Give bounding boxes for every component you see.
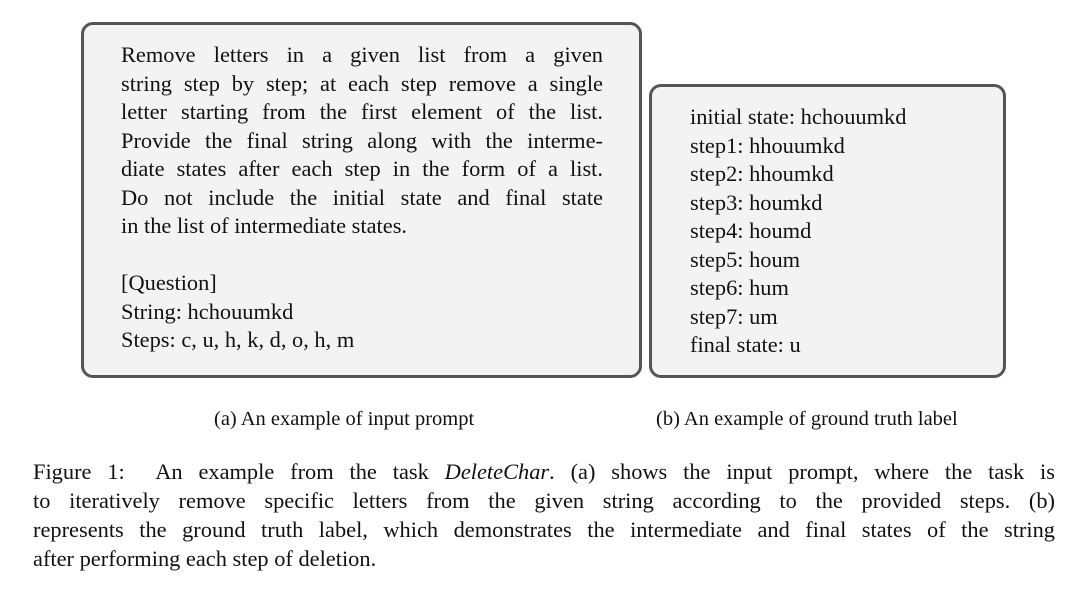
caption-line-1 [33, 457, 1055, 486]
task-name: DeleteChar [444, 459, 550, 484]
prompt-line: diate states after each step in the form of a list. [121, 156, 603, 181]
caption-line-4: after performing each step of deletion. [33, 546, 377, 571]
state-line: step2: hhoumkd [690, 161, 834, 186]
prompt-line: letter starting from the first element of the list. [121, 99, 603, 124]
state-line: step3: houmkd [690, 189, 823, 215]
ground-truth-box [649, 84, 1006, 378]
state-line: step6: hum [690, 275, 789, 300]
state-line: step1: hhouumkd [690, 132, 845, 158]
prompt-line: in the list of intermediate states. [121, 213, 408, 238]
prompt-line: Do not include the initial state and final state [121, 184, 603, 210]
subcaption-b: (b) An example of ground truth label [656, 408, 958, 430]
steps-line: Steps: c, u, h, k, d, o, h, m [121, 327, 355, 352]
state-line: step4: houmd [690, 218, 812, 243]
string-line: String: hchouumkd [121, 298, 294, 324]
subcaption-a: (a) An example of input prompt [214, 408, 475, 430]
state-line: step5: houm [690, 246, 801, 272]
state-line: step7: um [690, 303, 778, 329]
caption-intro: An example from the task [155, 459, 429, 484]
prompt-line: Provide the final string along with the interme- [121, 127, 603, 153]
caption-label: Figure 1: [33, 459, 125, 484]
input-prompt-box [81, 22, 642, 378]
prompt-line: string step by step; at each step remove a single [121, 70, 603, 96]
caption-line-2: to iteratively remove specific letters from the given string according to the provided steps. (b) [33, 488, 1055, 513]
state-line: final state: u [690, 332, 801, 357]
question-label: [Question] [121, 270, 217, 295]
caption-line-1-rest: . (a) shows the input prompt, where the task is [549, 459, 1055, 484]
state-line: initial state: hchouumkd [690, 104, 907, 129]
figure-caption [33, 457, 1055, 573]
blank-line [121, 241, 639, 270]
caption-line-3: represents the ground truth label, which demonstrates the intermediate and final states of the string [33, 517, 1055, 542]
prompt-line: Remove letters in a given list from a given [121, 42, 603, 67]
